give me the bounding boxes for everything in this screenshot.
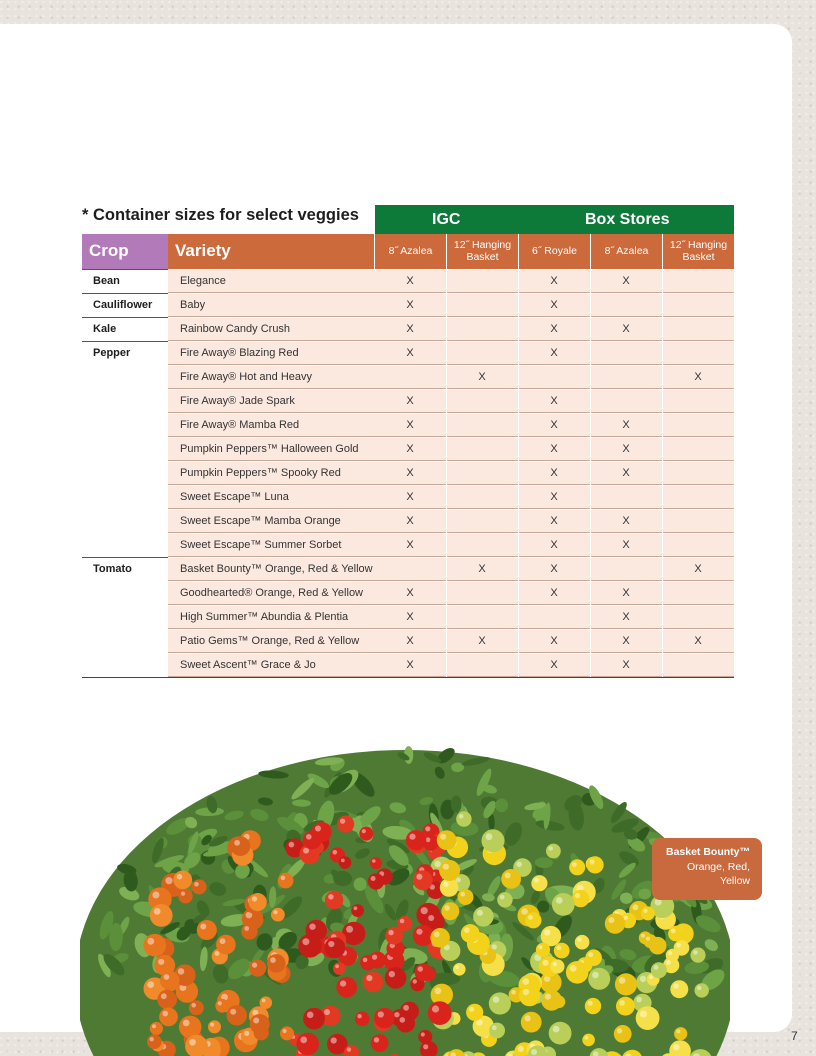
availability-mark: X [406, 515, 414, 527]
callout-line2: Yellow [720, 875, 750, 887]
availability-mark: X [622, 659, 630, 671]
column-divider [446, 269, 447, 677]
crop-cell: Kale [82, 317, 168, 341]
crop-cell [82, 461, 168, 485]
table-row [82, 293, 734, 317]
row-background [168, 293, 734, 317]
availability-mark: X [622, 275, 630, 287]
table-title: * Container sizes for select veggies [82, 206, 359, 224]
variety-cell: Pumpkin Peppers™ Halloween Gold [180, 443, 359, 455]
availability-mark: X [622, 323, 630, 335]
table-row [82, 365, 734, 389]
availability-mark: X [406, 467, 414, 479]
header-igc-8-azalea: 8˝ Azalea [374, 234, 446, 269]
availability-mark: X [694, 371, 702, 383]
availability-mark: X [478, 371, 486, 383]
header-igc-12-hanging-basket: 12˝ Hanging Basket [446, 234, 518, 269]
column-divider [662, 269, 663, 677]
availability-mark: X [622, 635, 630, 647]
crop-cell: Bean [82, 269, 168, 293]
availability-mark: X [622, 443, 630, 455]
availability-mark: X [406, 491, 414, 503]
variety-cell: Sweet Ascent™ Grace & Jo [180, 659, 316, 671]
availability-mark: X [406, 443, 414, 455]
crop-cell [82, 605, 168, 629]
availability-mark: X [406, 299, 414, 311]
availability-mark: X [406, 419, 414, 431]
availability-mark: X [550, 299, 558, 311]
table-row [82, 581, 734, 605]
variety-cell: Rainbow Candy Crush [180, 323, 291, 335]
table-row [82, 389, 734, 413]
availability-mark: X [550, 563, 558, 575]
availability-mark: X [550, 347, 558, 359]
crop-cell: Tomato [82, 557, 168, 581]
availability-mark: X [694, 635, 702, 647]
table-row [82, 317, 734, 341]
header-crop: Crop [82, 234, 168, 269]
header-box-12-hanging-basket: 12˝ Hanging Basket [662, 234, 734, 269]
table-row [82, 413, 734, 437]
availability-mark: X [622, 515, 630, 527]
availability-mark: X [694, 563, 702, 575]
page-number: 7 [791, 1029, 798, 1043]
table-row [82, 557, 734, 581]
availability-mark: X [550, 467, 558, 479]
table-row [82, 485, 734, 509]
crop-cell [82, 629, 168, 653]
availability-mark: X [550, 515, 558, 527]
availability-mark: X [406, 275, 414, 287]
crop-cell [82, 509, 168, 533]
photo-callout [652, 838, 762, 900]
availability-mark: X [406, 347, 414, 359]
availability-mark: X [550, 491, 558, 503]
availability-mark: X [622, 419, 630, 431]
header-box-8-azalea: 8˝ Azalea [590, 234, 662, 269]
column-divider [518, 269, 519, 677]
variety-cell: Goodhearted® Orange, Red & Yellow [180, 587, 364, 599]
availability-mark: X [550, 539, 558, 551]
variety-cell: Pumpkin Peppers™ Spooky Red [180, 467, 341, 479]
table-row [82, 629, 734, 653]
crop-cell [82, 365, 168, 389]
tomato-plant-photo [80, 730, 730, 1056]
table-row [82, 269, 734, 293]
availability-mark: X [550, 419, 558, 431]
availability-mark: X [622, 539, 630, 551]
variety-cell: Fire Away® Mamba Red [180, 419, 300, 431]
crop-cell [82, 533, 168, 557]
crop-cell [82, 413, 168, 437]
availability-mark: X [406, 587, 414, 599]
variety-cell: Fire Away® Blazing Red [180, 347, 299, 359]
availability-mark: X [550, 395, 558, 407]
variety-cell: Sweet Escape™ Summer Sorbet [180, 539, 342, 551]
availability-mark: X [478, 635, 486, 647]
availability-mark: X [406, 323, 414, 335]
table-row [82, 461, 734, 485]
crop-cell [82, 581, 168, 605]
variety-cell: Patio Gems™ Orange, Red & Yellow [180, 635, 360, 647]
column-divider [590, 269, 591, 677]
variety-cell: High Summer™ Abundia & Plentia [180, 611, 349, 623]
availability-mark: X [550, 443, 558, 455]
table-bottom-rule [82, 677, 734, 678]
availability-mark: X [550, 635, 558, 647]
variety-cell: Baby [180, 299, 206, 311]
availability-mark: X [406, 539, 414, 551]
variety-cell: Sweet Escape™ Mamba Orange [180, 515, 341, 527]
availability-mark: X [550, 323, 558, 335]
availability-mark: X [478, 563, 486, 575]
availability-mark: X [622, 611, 630, 623]
table-row [82, 509, 734, 533]
header-box-6-royale: 6˝ Royale [518, 234, 590, 269]
group-igc: IGC [432, 211, 461, 228]
variety-cell: Fire Away® Hot and Heavy [180, 371, 313, 383]
group-header-bar [375, 205, 734, 234]
availability-mark: X [550, 587, 558, 599]
variety-cell: Sweet Escape™ Luna [180, 491, 289, 503]
table-row [82, 533, 734, 557]
crop-cell [82, 437, 168, 461]
table-row [82, 341, 734, 365]
availability-mark: X [406, 659, 414, 671]
availability-mark: X [550, 275, 558, 287]
availability-mark: X [550, 659, 558, 671]
crop-cell: Cauliflower [82, 293, 168, 317]
table-row [82, 605, 734, 629]
availability-mark: X [406, 395, 414, 407]
crop-cell [82, 389, 168, 413]
variety-cell: Fire Away® Jade Spark [180, 395, 295, 407]
availability-mark: X [622, 587, 630, 599]
group-box-stores: Box Stores [585, 211, 670, 228]
table-row [82, 653, 734, 677]
callout-line1: Orange, Red, [686, 860, 750, 873]
crop-cell [82, 485, 168, 509]
variety-cell: Elegance [180, 275, 226, 287]
header-variety: Variety [168, 234, 374, 269]
availability-mark: X [406, 635, 414, 647]
availability-mark: X [622, 467, 630, 479]
variety-cell: Basket Bounty™ Orange, Red & Yellow [180, 563, 373, 575]
crop-cell [82, 653, 168, 677]
crop-cell: Pepper [82, 341, 168, 365]
callout-name: Basket Bounty™ [665, 846, 750, 858]
availability-mark: X [406, 611, 414, 623]
table-row [82, 437, 734, 461]
